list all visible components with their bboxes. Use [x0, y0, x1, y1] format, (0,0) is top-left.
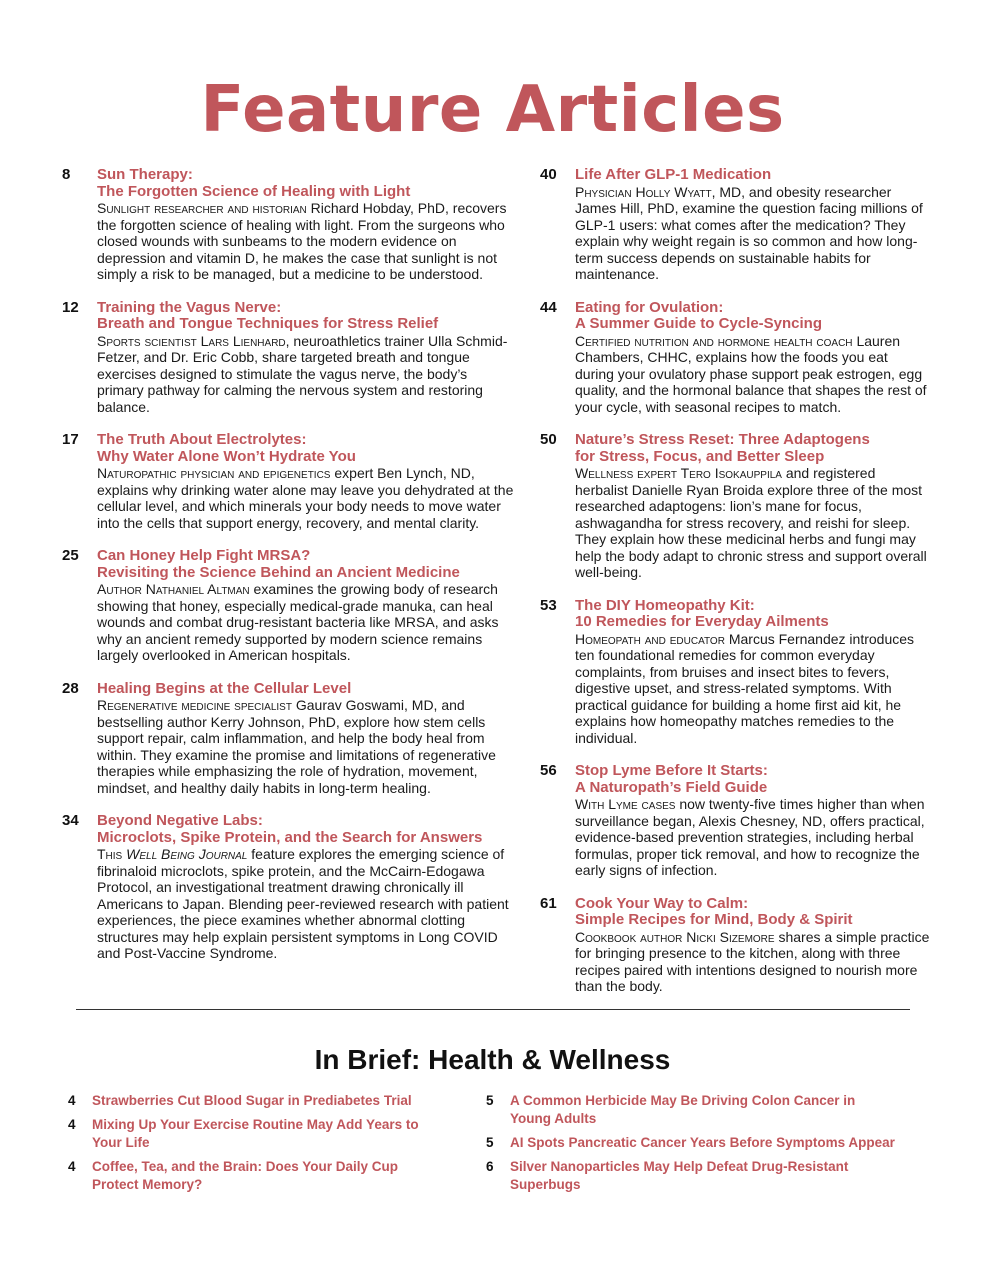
- article-ovulation[interactable]: [540, 300, 930, 416]
- in-brief-column-right: [486, 1092, 896, 1200]
- article-cellular-healing[interactable]: [62, 681, 517, 797]
- article-description: [575, 333, 930, 416]
- article-byline-lead: Naturopathic physician and epigenetics: [97, 465, 331, 481]
- article-page-number: 25: [62, 547, 79, 564]
- magazine-name: Well Being Journal: [126, 846, 248, 862]
- article-subtitle[interactable]: Why Water Alone Won’t Hydrate You: [97, 447, 356, 465]
- feature-column-right: [540, 167, 930, 995]
- brief-item[interactable]: [68, 1092, 448, 1110]
- article-byline-lead: With Lyme cases: [575, 796, 676, 812]
- article-cook-calm[interactable]: [540, 896, 930, 995]
- article-description-text: shares a simple practice for bringing presence to the kitchen, along with three recipes paired with intentions designed to nourish more than the body.: [575, 928, 930, 994]
- article-page-number: 8: [62, 166, 71, 183]
- article-description: [575, 796, 930, 879]
- brief-item[interactable]: [486, 1158, 896, 1194]
- article-page-number: 34: [62, 812, 79, 829]
- article-subtitle[interactable]: A Summer Guide to Cycle-Syncing: [575, 315, 822, 332]
- brief-page-number: 4: [68, 1159, 76, 1174]
- article-subtitle[interactable]: Simple Recipes for Mind, Body & Spirit: [575, 911, 853, 928]
- article-byline-lead: Certified nutrition and hormone health coach: [575, 332, 853, 349]
- page-title: Feature Articles: [200, 73, 785, 147]
- article-page-number: 12: [62, 298, 79, 316]
- article-page-number: 44: [540, 298, 557, 316]
- article-adaptogens[interactable]: [540, 432, 930, 581]
- article-byline-lead: Physician Holly Wyatt,: [575, 183, 716, 200]
- article-title[interactable]: Beyond Negative Labs:: [97, 812, 263, 829]
- article-byline-lead: Regenerative medicine specialist: [97, 697, 292, 713]
- brief-page-number: 4: [68, 1093, 76, 1108]
- article-description: [575, 184, 930, 283]
- article-page-number: 61: [540, 894, 557, 912]
- article-subtitle[interactable]: Microclots, Spike Protein, and the Search for Answers: [97, 828, 483, 846]
- article-description-text: and registered herbalist Danielle Ryan Broida explore three of the most researched adaptogens: lion’s mane for focus, ashwagandha for stress recovery, and reishi for sleep. They explain how these medicinal herbs and fungi may help the body adapt to chronic stress and support overall well-being.: [575, 465, 927, 580]
- section-divider: [76, 1009, 910, 1010]
- brief-page-number: 6: [486, 1159, 494, 1174]
- article-subtitle[interactable]: A Naturopath’s Field Guide: [575, 778, 768, 796]
- article-vagus-nerve[interactable]: [62, 300, 517, 416]
- article-description: [97, 465, 517, 531]
- article-glp1[interactable]: [540, 167, 930, 283]
- article-title[interactable]: Stop Lyme Before It Starts:: [575, 762, 768, 779]
- article-title[interactable]: The DIY Homeopathy Kit:: [575, 596, 755, 614]
- brief-title[interactable]: A Common Herbicide May Be Driving Colon Cancer in Young Adults: [510, 1093, 856, 1126]
- article-subtitle[interactable]: The Forgotten Science of Healing with Light: [97, 182, 411, 200]
- brief-title[interactable]: AI Spots Pancreatic Cancer Years Before Symptoms Appear: [510, 1135, 895, 1150]
- article-byline-lead: Wellness expert Tero Isokauppila: [575, 465, 782, 481]
- article-page-number: 17: [62, 431, 79, 448]
- article-description-text: neuroathletics trainer Ulla Schmid-Fetzer, and Dr. Eric Cobb, share targeted breath and tongue exercises designed to stimulate the vagus nerve, the body’s primary pathway for calming the nervous system and restoring balance.: [97, 332, 508, 415]
- article-byline-lead: Author Nathaniel Altman: [97, 581, 250, 597]
- article-negative-labs[interactable]: [62, 813, 517, 962]
- article-description-text: Marcus Fernandez introduces ten foundational remedies for common everyday complaints, from bruises and insect bites to fevers, digestive upset, and stress-related symptoms. With practical guidance for building a home first aid kit, he explains how homeopathy matches remedies to the individual.: [575, 630, 915, 746]
- article-subtitle[interactable]: for Stress, Focus, and Better Sleep: [575, 447, 825, 465]
- article-title[interactable]: The Truth About Electrolytes:: [97, 431, 307, 448]
- article-description-text: Gaurav Goswami, MD, and bestselling author Kerry Johnson, PhD, explore how stem cells support repair, calm inflammation, and help the body heal from within. They examine the promise and limitations of regenerative therapies while emphasizing the role of hydration, movement, mindset, and healthy daily habits in long-term healing.: [97, 697, 496, 796]
- article-description-text: now twenty-five times higher than when surveillance began, Alexis Chesney, ND, offers practical, evidence-based prevention strategies, including herbal formulas, proper tick removal, and how to recognize the early signs of infection.: [575, 796, 925, 878]
- article-sun-therapy[interactable]: [62, 167, 517, 283]
- article-description: [97, 846, 517, 962]
- brief-page-number: 5: [486, 1135, 494, 1150]
- brief-item[interactable]: [486, 1134, 896, 1152]
- article-description: [97, 333, 517, 416]
- article-description: [575, 631, 930, 747]
- article-byline-lead: Sunlight researcher and historian: [97, 200, 307, 216]
- article-title[interactable]: Nature’s Stress Reset: Three Adaptogens: [575, 431, 870, 448]
- brief-item[interactable]: [68, 1158, 448, 1194]
- article-title[interactable]: Can Honey Help Fight MRSA?: [97, 547, 311, 564]
- article-byline-lead: Homeopath and educator: [575, 630, 725, 647]
- article-description-text: feature explores the emerging science of fibrinaloid microclots, spike protein, and the McCairn-Edogawa Protocol, an investigational treatment drawing chronically ill Americans to Japan. Blending peer-reviewed research with patient experiences, the piece examines whether abnormal clotting structures may help explain persistent symptoms in Long COVID and Post-Vaccine Syndrome.: [97, 846, 509, 961]
- brief-title[interactable]: Silver Nanoparticles May Help Defeat Drug-Resistant Superbugs: [510, 1159, 849, 1192]
- article-homeopathy-kit[interactable]: [540, 598, 930, 747]
- article-subtitle[interactable]: Breath and Tongue Techniques for Stress Relief: [97, 315, 439, 332]
- in-brief-column-left: [68, 1092, 448, 1200]
- brief-title[interactable]: Strawberries Cut Blood Sugar in Prediabetes Trial: [92, 1093, 412, 1108]
- article-description-text: Lauren Chambers, CHHC, explains how the foods you eat during your ovulatory phase support peak estrogen, egg quality, and the hormonal balance that shapes the rest of your cycle, with seasonal recipes to match.: [575, 332, 927, 415]
- article-page-number: 50: [540, 431, 557, 448]
- article-description: [575, 929, 930, 995]
- article-byline-lead: Cookbook author Nicki Sizemore: [575, 928, 775, 945]
- article-page-number: 53: [540, 596, 557, 614]
- article-description-text: expert Ben Lynch, ND, explains why drinking water alone may leave you dehydrated at the cellular level, and which minerals your body needs to move water into the cells that support energy, recovery, and mental clarity.: [97, 465, 514, 531]
- article-page-number: 40: [540, 166, 557, 183]
- article-title[interactable]: Cook Your Way to Calm:: [575, 894, 749, 912]
- article-description-text: MD, and obesity researcher James Hill, PhD, examine the question facing millions of GLP-1 users: what comes after the medication? They explain why weight regain is so common and how long-term success depends on sustainable habits for maintenance.: [575, 183, 923, 282]
- article-description-text: examines the growing body of research showing that honey, especially medical-grade manuka, can heal wounds and combat drug-resistant bacteria like MRSA, and asks why an ancient remedy supported by modern science remains largely overlooked in American hospitals.: [97, 581, 499, 663]
- article-description: [97, 697, 517, 796]
- article-title[interactable]: Eating for Ovulation:: [575, 298, 724, 316]
- article-subtitle[interactable]: 10 Remedies for Everyday Ailments: [575, 613, 829, 630]
- brief-item[interactable]: [486, 1092, 896, 1128]
- brief-page-number: 4: [68, 1117, 76, 1132]
- article-title[interactable]: Healing Begins at the Cellular Level: [97, 679, 352, 697]
- article-description: [97, 200, 517, 283]
- article-page-number: 28: [62, 679, 79, 697]
- brief-item[interactable]: [68, 1116, 448, 1152]
- article-title[interactable]: Sun Therapy:: [97, 166, 193, 183]
- brief-title[interactable]: Coffee, Tea, and the Brain: Does Your Daily Cup Protect Memory?: [92, 1159, 399, 1192]
- article-description: [575, 465, 930, 581]
- article-byline-lead: Sports scientist Lars Lienhard,: [97, 332, 290, 349]
- article-title[interactable]: Training the Vagus Nerve:: [97, 298, 282, 316]
- article-electrolytes[interactable]: [62, 432, 517, 531]
- article-description: [97, 581, 517, 664]
- brief-title[interactable]: Mixing Up Your Exercise Routine May Add Years to Your Life: [92, 1117, 419, 1150]
- article-page-number: 56: [540, 762, 557, 779]
- in-brief-heading: In Brief: Health & Wellness: [314, 1044, 671, 1075]
- article-description-text: Richard Hobday, PhD, recovers the forgotten science of healing with light. From the surgeons who closed wounds with sunbeams to the modern evidence on depression and vitamin D, he makes the case that sunlight is not simply a risk to be managed, but a medicine to be understood.: [97, 200, 507, 282]
- feature-column-left: [62, 167, 517, 962]
- article-lyme[interactable]: [540, 763, 930, 879]
- article-honey-mrsa[interactable]: [62, 548, 517, 664]
- brief-page-number: 5: [486, 1093, 494, 1108]
- article-title[interactable]: Life After GLP-1 Medication: [575, 166, 772, 183]
- article-subtitle[interactable]: Revisiting the Science Behind an Ancient Medicine: [97, 563, 460, 581]
- article-byline-lead: This: [97, 846, 123, 862]
